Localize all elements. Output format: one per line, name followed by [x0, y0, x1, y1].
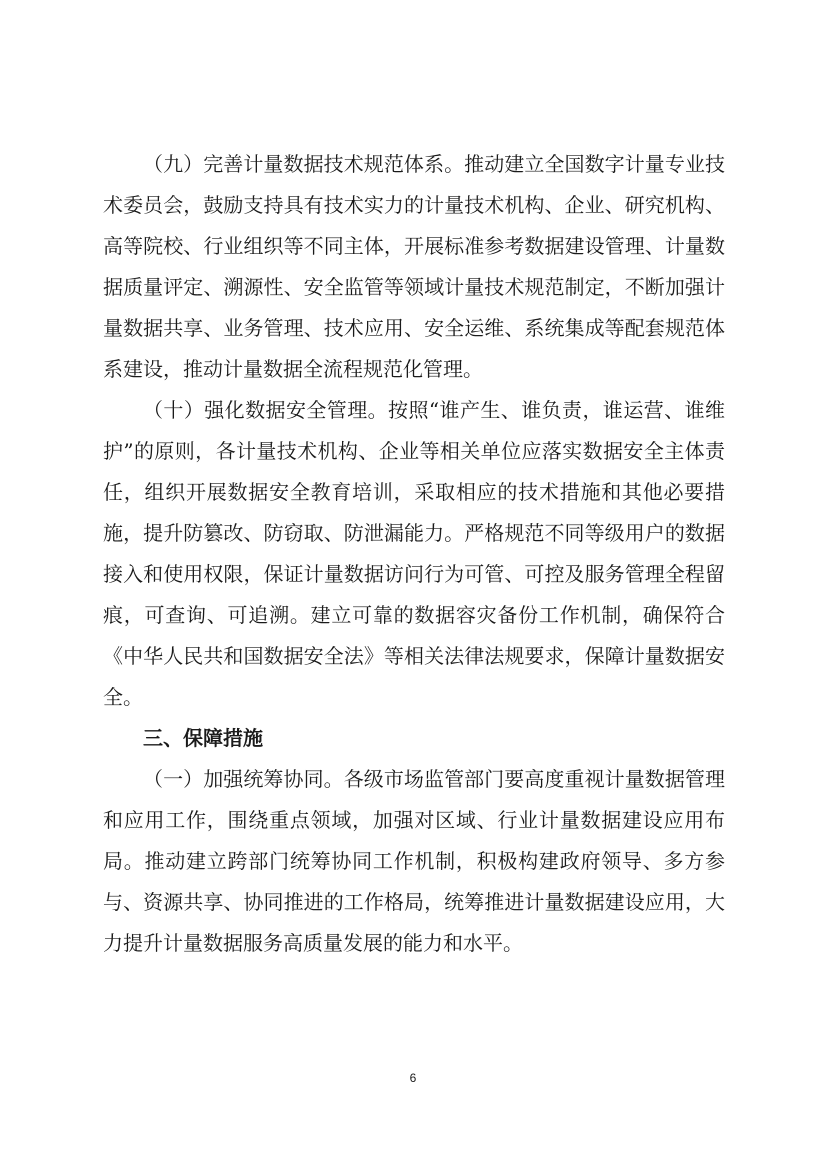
paragraph-9-text: 推动建立全国数字计量专业技术委员会，鼓励支持具有技术实力的计量技术机构、企业、研究机构、高等院校、行业组织等不同主体，开展标准参考数据建设管理、计量数据质量评定、溯源性、安全监管等领域计量技术规范制定，不断加强计量数据共享、业务管理、技术应用、安全运维、系统集成等配套规范体系建设，推动计量数据全流程规范化管理。	[103, 152, 726, 381]
section-heading: 三、保障措施	[143, 726, 263, 750]
section-paragraph-1-lead: （一）加强统筹协同。	[143, 767, 344, 791]
document-body	[103, 144, 725, 964]
paragraph-10-text: 按照“谁产生、谁负责，谁运营、谁维护”的原则，各计量技术机构、企业等相关单位应落实数据安全主体责任，组织开展数据安全教育培训，采取相应的技术措施和其他必要措施，提升防篡改、防窃取、防泄漏能力。严格规范不同等级用户的数据接入和使用权限，保证计量数据访问行为可管、可控及服务管理全程留痕，可查询、可追溯。建立可靠的数据容灾备份工作机制，确保符合《中华人民共和国数据安全法》等相关法律法规要求，保障计量数据安全。	[103, 398, 725, 709]
section-paragraph-1-text: 各级市场监管部门要高度重视计量数据管理和应用工作，围绕重点领域，加强对区域、行业计量数据建设应用布局。推动建立跨部门统筹协同工作机制，积极构建政府领导、多方参与、资源共享、协同推进的工作格局，统筹推进计量数据建设应用，大力提升计量数据服务高质量发展的能力和水平。	[103, 767, 726, 955]
section-paragraph-1	[103, 759, 725, 964]
page-number: 6	[409, 1071, 417, 1085]
paragraph-10	[103, 390, 725, 718]
paragraph-9	[103, 144, 725, 390]
paragraph-10-lead: （十）强化数据安全管理。	[143, 398, 389, 422]
paragraph-9-lead: （九）完善计量数据技术规范体系。	[143, 152, 465, 176]
